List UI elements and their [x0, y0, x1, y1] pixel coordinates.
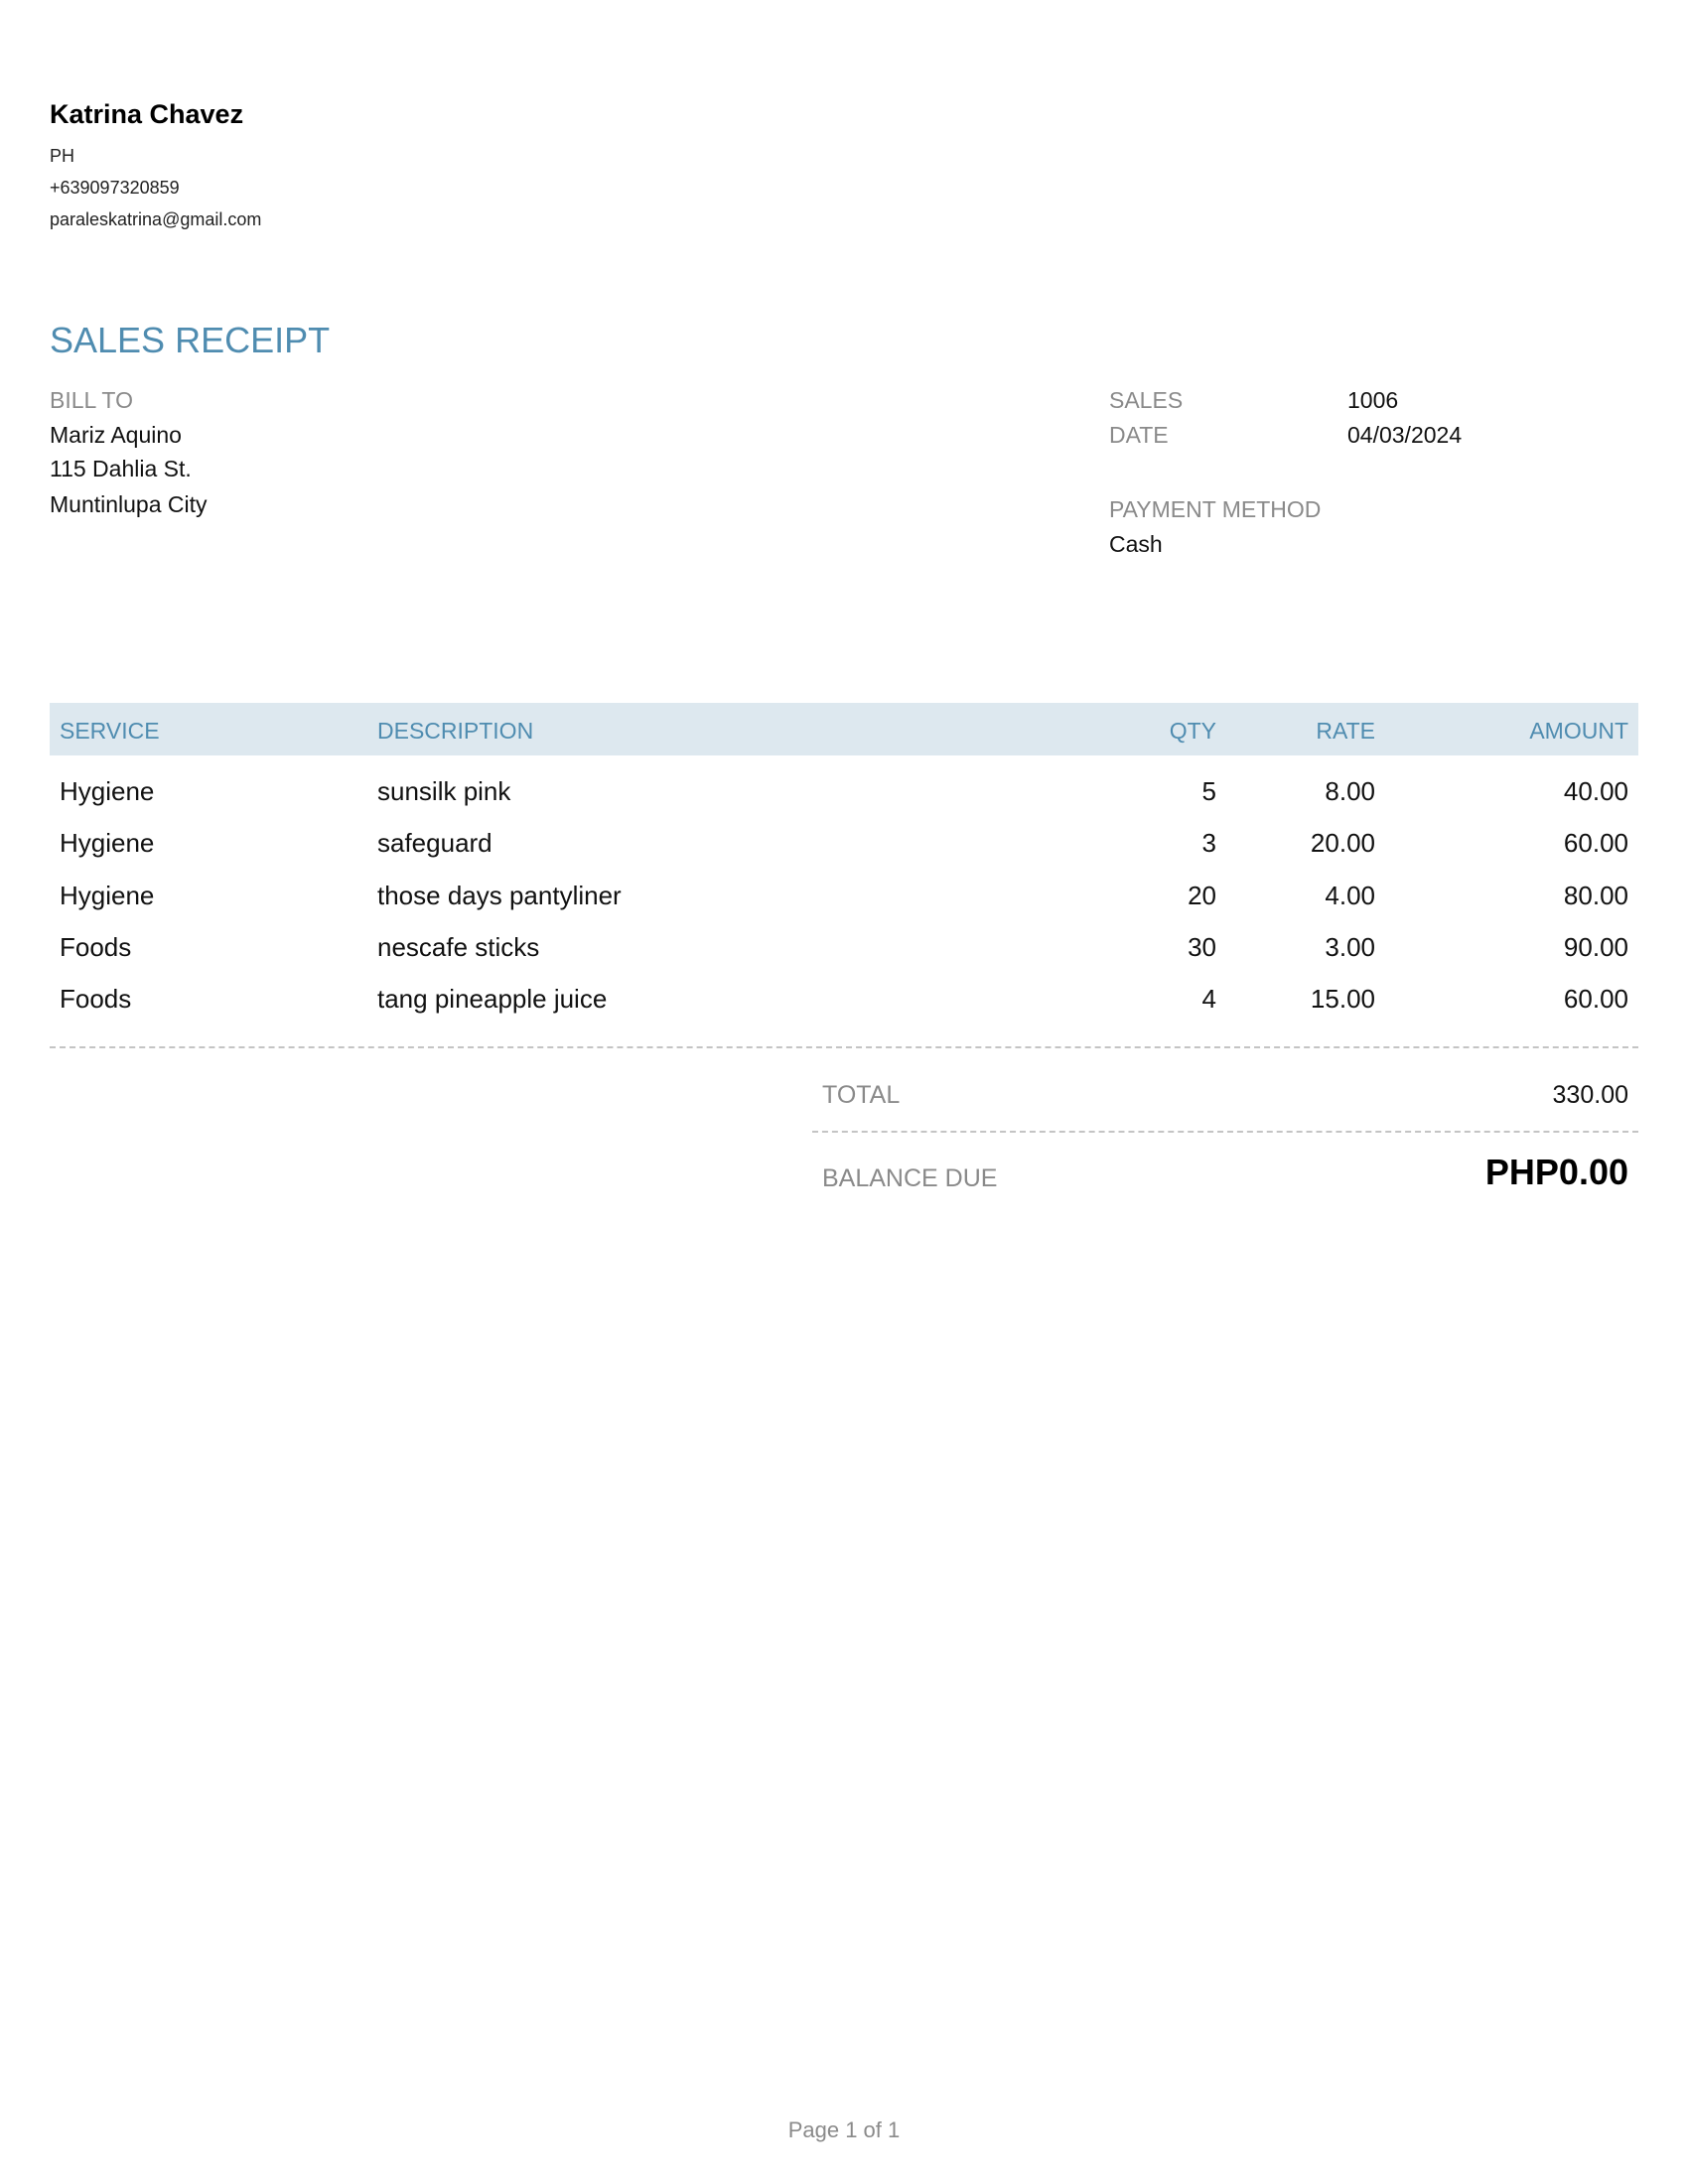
document-title: SALES RECEIPT: [50, 320, 331, 360]
total-value: 330.00: [1552, 1081, 1628, 1109]
table-row: [50, 776, 1638, 828]
date-value: 04/03/2024: [1347, 422, 1463, 448]
cell-rate: 3.00: [1325, 932, 1375, 962]
cell-amount: 60.00: [1563, 984, 1628, 1014]
balance-due-value: PHP0.00: [1484, 1152, 1628, 1192]
cell-amount: 80.00: [1563, 881, 1628, 910]
page-number: Page 1 of 1: [787, 2117, 901, 2142]
cell-description: nescafe sticks: [377, 932, 540, 962]
payment-method-label: PAYMENT METHOD: [1109, 496, 1322, 522]
cell-qty: 30: [1188, 932, 1216, 962]
cell-description: those days pantyliner: [377, 881, 622, 910]
cell-description: sunsilk pink: [377, 776, 511, 806]
column-header-rate: RATE: [1316, 718, 1375, 744]
column-header-service: SERVICE: [60, 718, 160, 744]
cell-amount: 60.00: [1563, 828, 1628, 858]
sender-name: Katrina Chavez: [50, 99, 244, 129]
bill-to-address-line1: 115 Dahlia St.: [50, 456, 192, 481]
cell-service: Foods: [60, 984, 132, 1014]
cell-qty: 20: [1188, 881, 1216, 910]
table-row: [50, 828, 1638, 880]
totals-divider: [812, 1131, 1638, 1133]
cell-amount: 40.00: [1563, 776, 1628, 806]
cell-qty: 5: [1201, 776, 1216, 806]
items-divider: [50, 1046, 1638, 1048]
cell-rate: 15.00: [1310, 984, 1375, 1014]
payment-method-value: Cash: [1109, 531, 1163, 557]
cell-rate: 8.00: [1325, 776, 1375, 806]
table-row: [50, 984, 1638, 1035]
items-table-header: [50, 703, 1638, 755]
sales-number-label: SALES: [1109, 387, 1184, 413]
cell-description: safeguard: [377, 828, 492, 858]
cell-qty: 4: [1201, 984, 1216, 1014]
sender-phone: +639097320859: [50, 178, 180, 198]
cell-service: Foods: [60, 932, 132, 962]
cell-service: Hygiene: [60, 881, 155, 910]
sender-email: paraleskatrina@gmail.com: [50, 209, 262, 229]
bill-to-address-line2: Muntinlupa City: [50, 491, 208, 517]
cell-rate: 4.00: [1325, 881, 1375, 910]
sender-country: PH: [50, 146, 75, 166]
cell-amount: 90.00: [1563, 932, 1628, 962]
total-label: TOTAL: [822, 1081, 901, 1109]
cell-qty: 3: [1201, 828, 1216, 858]
sales-receipt-page: [50, 0, 1638, 2184]
column-header-amount: AMOUNT: [1529, 718, 1628, 744]
bill-to-label: BILL TO: [50, 387, 133, 413]
column-header-description: DESCRIPTION: [377, 718, 534, 744]
date-label: DATE: [1109, 422, 1169, 448]
cell-service: Hygiene: [60, 776, 155, 806]
cell-rate: 20.00: [1310, 828, 1375, 858]
cell-service: Hygiene: [60, 828, 155, 858]
balance-due-label: BALANCE DUE: [822, 1164, 998, 1192]
bill-to-name: Mariz Aquino: [50, 422, 182, 448]
cell-description: tang pineapple juice: [377, 984, 608, 1014]
table-row: [50, 881, 1638, 932]
table-row: [50, 932, 1638, 984]
sales-number-value: 1006: [1347, 387, 1399, 413]
column-header-qty: QTY: [1169, 718, 1216, 744]
